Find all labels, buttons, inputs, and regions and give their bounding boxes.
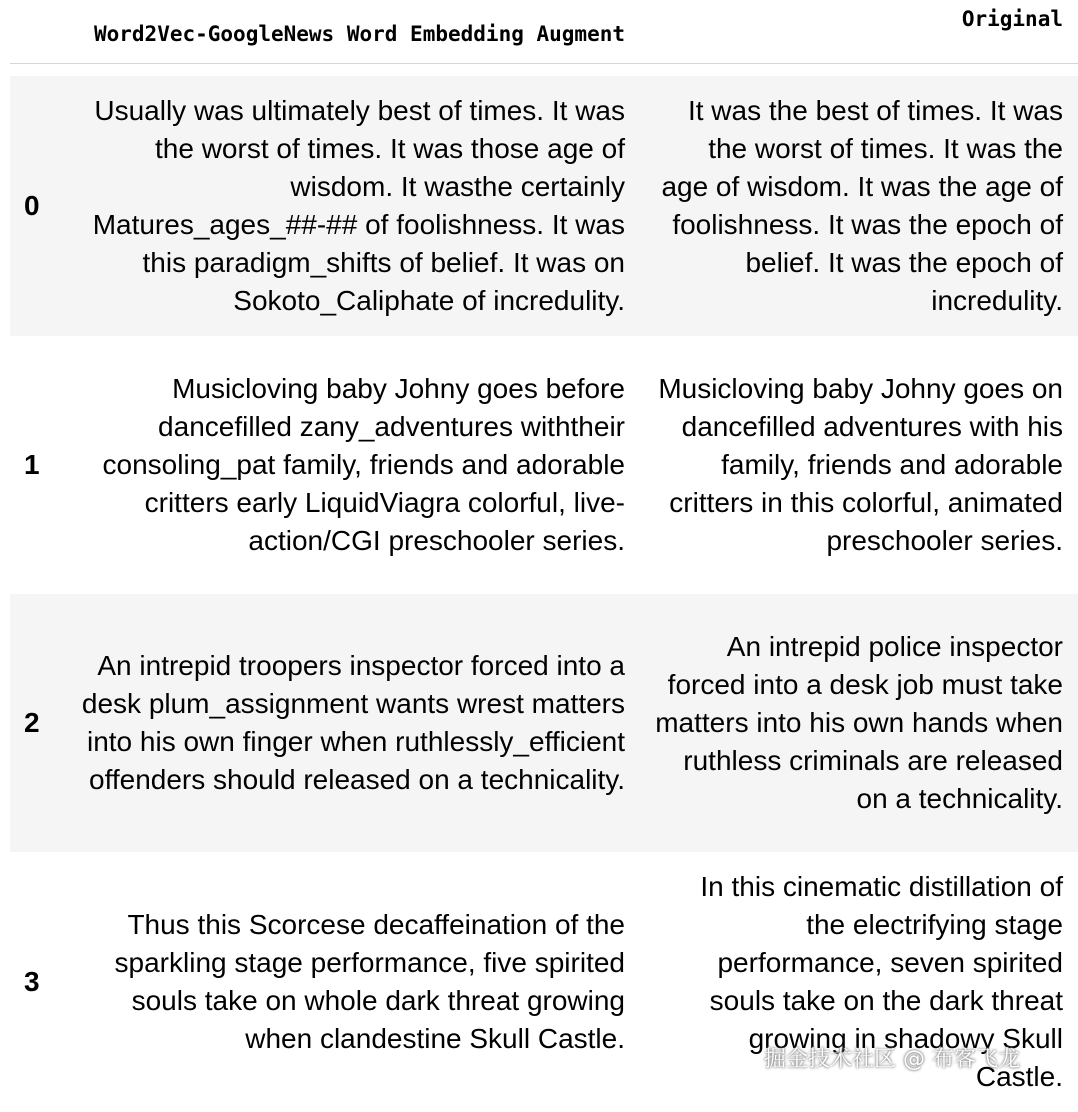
augmented-column-header: Word2Vec-GoogleNews Word Embedding Augment bbox=[54, 0, 640, 64]
table-row bbox=[10, 594, 1078, 852]
augmented-text: An intrepid troopers inspector forced into a desk plum_assignment wants wrest matters into his own finger when ruthlessly_efficient offenders should released on a technicality. bbox=[54, 594, 640, 852]
original-text: Musicloving baby Johny goes on dancefilled adventures with his family, friends and adorable critters in this colorful, animated preschooler series. bbox=[640, 336, 1078, 594]
watermark-text: 掘金技术社区 @ 布客飞龙 bbox=[764, 1047, 1020, 1072]
row-index: 3 bbox=[10, 852, 54, 1112]
table-row bbox=[10, 336, 1078, 594]
original-text: In this cinematic distillation of the electrifying stage performance, seven spirited souls take on the dark threat growing in shadowy Skull Castle. bbox=[640, 852, 1078, 1112]
index-column-header bbox=[10, 0, 54, 64]
row-index: 2 bbox=[10, 594, 54, 852]
augmented-text: Thus this Scorcese decaffeination of the sparkling stage performance, five spirited souls take on whole dark threat growing when clandestine Skull Castle. bbox=[54, 852, 640, 1112]
augmentation-comparison-table bbox=[10, 0, 1078, 1112]
table-row bbox=[10, 76, 1078, 336]
original-text: It was the best of times. It was the worst of times. It was the age of wisdom. It was the age of foolishness. It was the epoch of belief. It was the epoch of incredulity. bbox=[640, 76, 1078, 336]
row-index: 1 bbox=[10, 336, 54, 594]
original-text: An intrepid police inspector forced into a desk job must take matters into his own hands when ruthless criminals are released on a technicality. bbox=[640, 594, 1078, 852]
table-row bbox=[10, 852, 1078, 1112]
original-column-header: Original bbox=[640, 0, 1078, 64]
table-header-row bbox=[10, 0, 1078, 64]
row-index: 0 bbox=[10, 76, 54, 336]
augmented-text: Usually was ultimately best of times. It was the worst of times. It was those age of wisdom. It wasthe certainly Matures_ages_##-## of foolishness. It was this paradigm_shifts of belief. It was on Sokoto_Caliphate of incredulity. bbox=[54, 76, 640, 336]
augmented-text: Musicloving baby Johny goes before dancefilled zany_adventures withtheir consoling_pat family, friends and adorable critters early LiquidViagra colorful, live-action/CGI preschooler series. bbox=[54, 336, 640, 594]
